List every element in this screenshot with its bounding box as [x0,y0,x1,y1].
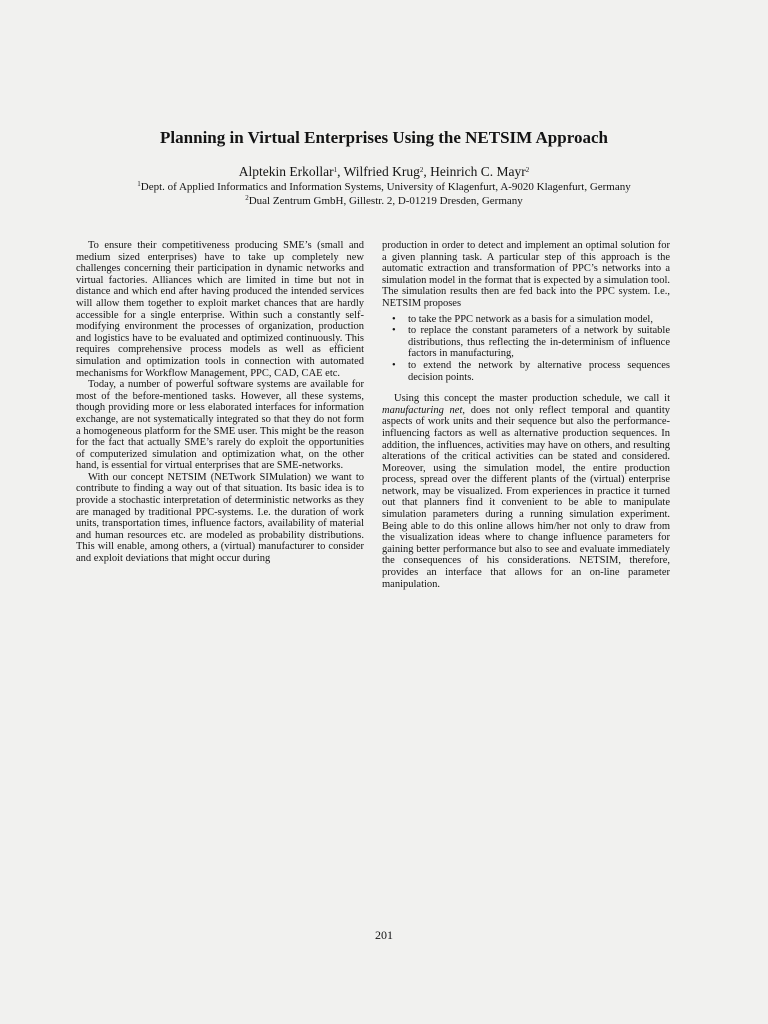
list-item [382,360,670,383]
left-column [76,240,364,565]
paper-title: Planning in Virtual Enterprises Using the NETSIM Approach [160,128,608,147]
author-name: Wilfried Krug [343,164,420,179]
body-text: Using this concept the master production schedule, we call it [394,393,670,405]
body-text: , does not only reflect temporal and quantity aspects of work units and their sequence but also the performance-influencing factors as well as alternative production sequences. In addition, the influences, activities may have on others, and resulting alterations of the critical activities can be stated and considered. Moreover, using the simulation model, the entire production process, spread over the different plants of the (virtual) enterprise network, may be visualized. From experiences in practice it turned out that planners find it convenient to be able to manipulate simulation parameters during a running simulation experiment. Being able to do this online allows him/her not only to draw from the visualization ideas where to change influence parameters for gaining better performance but also to see and evaluate immediately the consequences of his considerations. NETSIM, therefore, provides an interface that allows for an on-line parameter manipulation. [382,404,670,590]
affiliation-text: Dept. of Applied Informatics and Information Systems, University of Klagenfurt, A-9020 Klagenfurt, Germany [140,181,631,193]
author-name: Alptekin Erkollar [238,164,334,179]
list-item [382,314,670,326]
author-affiliation-mark: 2 [525,166,530,174]
body-paragraph [382,393,670,590]
page-number: 201 [375,928,393,942]
term-emphasis: manufacturing net [382,404,463,416]
bullet-icon: • [392,359,396,371]
list-item-text: to replace the constant parameters of a network by suitable distributions, thus reflecting the in-determinism of influence factors in manufacturing, [408,325,670,360]
author-affiliation-mark: 2 [419,166,424,174]
affiliation-mark: 1 [137,180,141,188]
list-item-text: to take the PPC network as a basis for a simulation model, [408,313,653,325]
body-paragraph: Today, a number of powerful software systems are available for most of the before-mentioned tasks. However, all these systems, though providing more or less elaborated interfaces for information exchange, are not systematically integrated so that they do not form a homogeneous platform for the SME user. This might be the reason for the fact that actually SME’s rarely do exploit the opportunities of computerized simulation and optimization what, on the other hand, is essential for virtual enterprises that are SME-networks. [76,379,364,472]
list-item-text: to extend the network by alternative process sequences decision points. [408,359,670,383]
bullet-icon: • [392,313,396,325]
affiliation-text: Dual Zentrum GmbH, Gillestr. 2, D-01219 Dresden, Germany [248,195,523,207]
bullet-icon: • [392,325,396,337]
affiliation-mark: 2 [245,194,249,202]
affiliation-1 [0,181,768,193]
author-affiliation-mark: 1 [333,166,338,174]
list-item [382,325,670,360]
right-column [382,240,670,590]
body-paragraph: With our concept NETSIM (NETwork SIMulation) we want to contribute to finding a way out of that situation. Its basic idea is to provide a stochastic interpretation of deterministic networks as they are managed by traditional PPC-systems. I.e. the duration of work units, transportation times, influence factors, availability of material and human resources etc. are modeled as probability distributions. This will enable, among others, a (virtual) manufacturer to consider and exploit deviations that might occur during [76,471,364,565]
affiliation-2 [0,195,768,207]
author-list: Alptekin Erkollar$^1$, Wilfried Krug$^2$, Heinrich C. Mayr$^2$ [238,164,530,179]
body-paragraph: To ensure their competitiveness producing SME’s (small and medium sized enterprises) have to take up completely new challenges concerning their participation in dynamic networks and virtual factories. Alliances which are limited in time but not in distance and which end after having produced the intended services will allow them together to exploit market chances that are hardly accessible for a single enterprise. Within such a constantly self-modifying environment the processes of organization, production and logistics have to be evaluated and optimized continuously. This requires comprehensive process models as well as efficient simulation and optimization tools in connection with automated mechanisms for Workflow Management, PPC, CAD, CAE etc. [76,240,364,379]
author-name: Heinrich C. Mayr [430,164,526,179]
proposal-list [382,314,670,384]
body-paragraph: production in order to detect and implement an optimal solution for a given planning task. A particular step of this approach is the automatic extraction and transformation of PPC’s networks into a simulation model in the format that is expected by a simulation tool. The simulation results then are fed back into the PPC system. I.e., NETSIM proposes [382,240,670,309]
